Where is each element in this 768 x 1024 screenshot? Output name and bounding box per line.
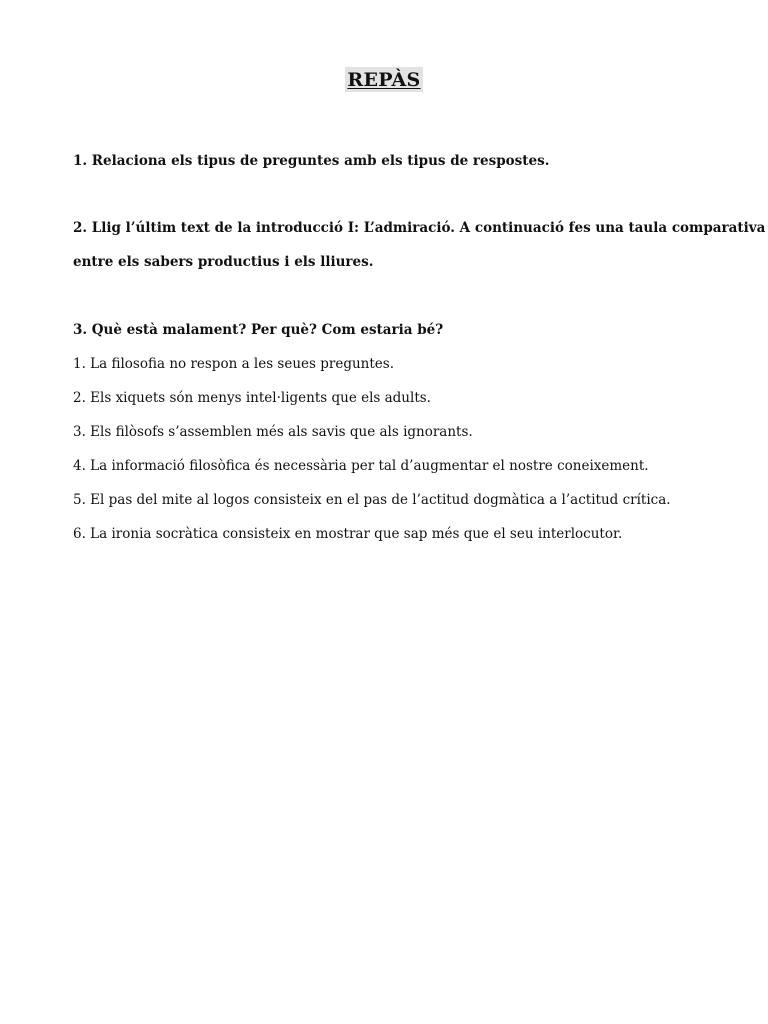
page-title: REPÀS <box>347 69 421 91</box>
statement-item: 1. La filosofia no respon a les seues preguntes. <box>73 356 395 372</box>
question-3-text: 3. Què està malament? Per què? Com estaria bé? <box>73 322 444 338</box>
statement-item: 2. Els xiquets són menys intel·ligents que els adults. <box>73 390 431 406</box>
statement-item: 3. Els filòsofs s’assemblen més als savis que als ignorants. <box>73 424 473 440</box>
question-1-text: 1. Relaciona els tipus de preguntes amb els tipus de respostes. <box>73 153 550 169</box>
question-2-text-line-2: entre els sabers productius i els lliures. <box>73 254 374 270</box>
question-2-text-line-1: 2. Llig l’últim text de la introducció I: L’admiració. A continuació fes una taula comparativa <box>73 220 766 236</box>
question-3 <box>73 313 713 347</box>
title-container <box>0 67 768 92</box>
statement-item: 6. La ironia socràtica consisteix en mostrar que sap més que el seu interlocutor. <box>73 526 623 542</box>
statement-item: 4. La informació filosòfica és necessària per tal d’augmentar el nostre coneixement. <box>73 458 649 474</box>
question-1 <box>73 144 713 178</box>
statement-item: 5. El pas del mite al logos consisteix en el pas de l’actitud dogmàtica a l’actitud crítica. <box>73 492 671 508</box>
question-2 <box>73 211 766 279</box>
statement-list <box>73 347 723 551</box>
